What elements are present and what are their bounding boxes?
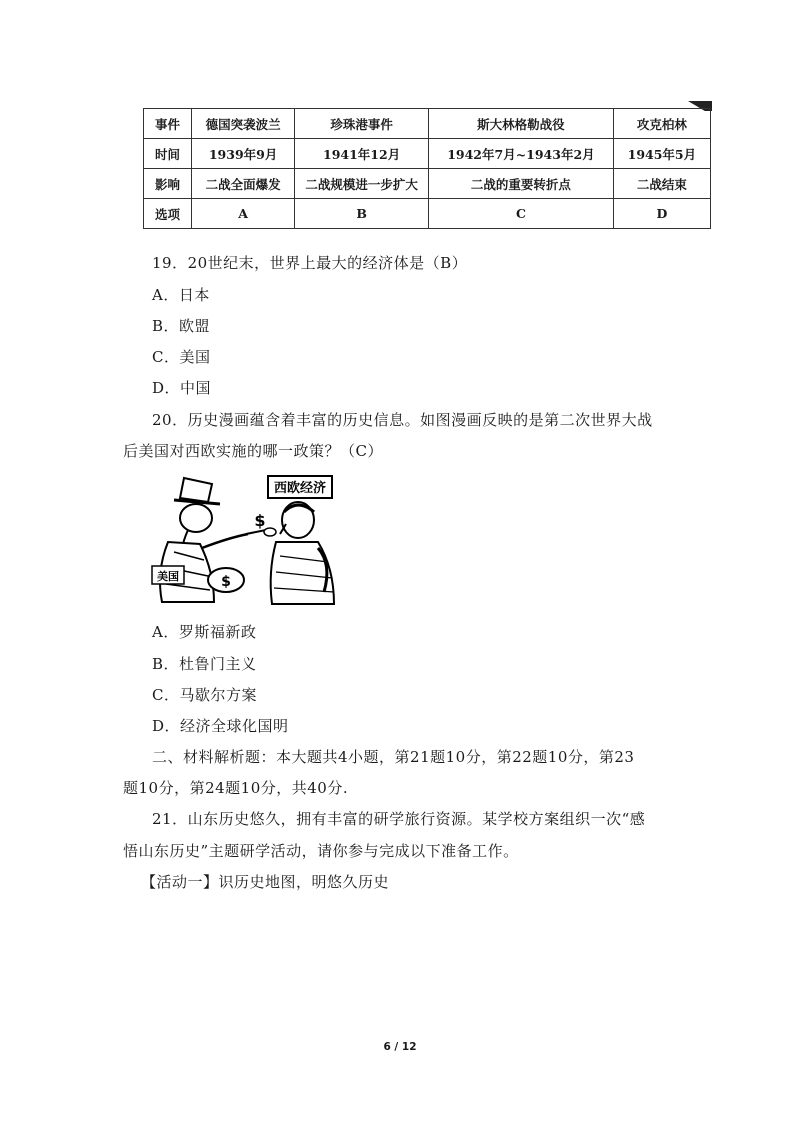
table-cell: 攻克柏林 [613,109,710,139]
table-row [144,109,711,139]
cartoon-label-usa: 美国 [157,570,179,583]
option-d: D．经济全球化国明 [152,717,289,735]
table-cell: 德国突袭波兰 [192,109,295,139]
question-19-stem: 19．20世纪末，世界上最大的经济体是（B） [152,254,468,272]
question-20-stem-cont: 后美国对西欧实施的哪一政策？（C） [123,442,383,460]
option-d: D．中国 [152,379,212,397]
question-20-stem: 20．历史漫画蕴含着丰富的历史信息。如图漫画反映的是第二次世界大战 [152,411,653,429]
table-row [144,139,711,169]
table-cell: 二战的重要转折点 [429,169,614,199]
dollar-sign-icon: $ [254,511,266,530]
option-a: A．日本 [152,286,210,304]
option-b: B．杜鲁门主义 [152,655,257,673]
table-cell: 时间 [144,139,192,169]
table-cell: 影响 [144,169,192,199]
table-cell: 珍珠港事件 [295,109,429,139]
page-number: 6 / 12 [383,1041,417,1053]
table-cell: 1945年5月 [613,139,710,169]
table-cell: C [429,199,614,229]
marshall-plan-cartoon [148,472,338,607]
option-c: C．美国 [152,348,211,366]
table-cell: 二战全面爆发 [192,169,295,199]
table-cell: 1941年12月 [295,139,429,169]
table-cell: 1939年9月 [192,139,295,169]
option-c: C．马歇尔方案 [152,686,257,704]
table-cell: 二战规模进一步扩大 [295,169,429,199]
activity-1-heading: 【活动一】识历史地图，明悠久历史 [141,873,390,891]
section-2-heading-cont: 题10分，第24题10分，共40分. [123,779,349,797]
table-cell: 事件 [144,109,192,139]
table-cell: 二战结束 [613,169,710,199]
question-21-stem-cont: 悟山东历史”主题研学活动，请你参与完成以下准备工作。 [123,842,519,860]
cartoon-label-west-europe: 西欧经济 [273,481,327,496]
money-bag-dollar-icon: $ [221,574,231,590]
table-cell: A [192,199,295,229]
table-row [144,199,711,229]
table-cell: 1942年7月~1943年2月 [429,139,614,169]
option-b: B．欧盟 [152,317,211,335]
event-table [143,108,711,229]
question-21-stem: 21．山东历史悠久，拥有丰富的研学旅行资源。某学校方案组织一次“感 [152,810,646,828]
option-a: A．罗斯福新政 [152,623,257,641]
section-2-heading: 二、材料解析题：本大题共4小题，第21题10分，第22题10分，第23 [152,748,635,766]
table-cell: 选项 [144,199,192,229]
table-row [144,169,711,199]
table-cell: D [613,199,710,229]
table-cell: B [295,199,429,229]
table-cell: 斯大林格勒战役 [429,109,614,139]
